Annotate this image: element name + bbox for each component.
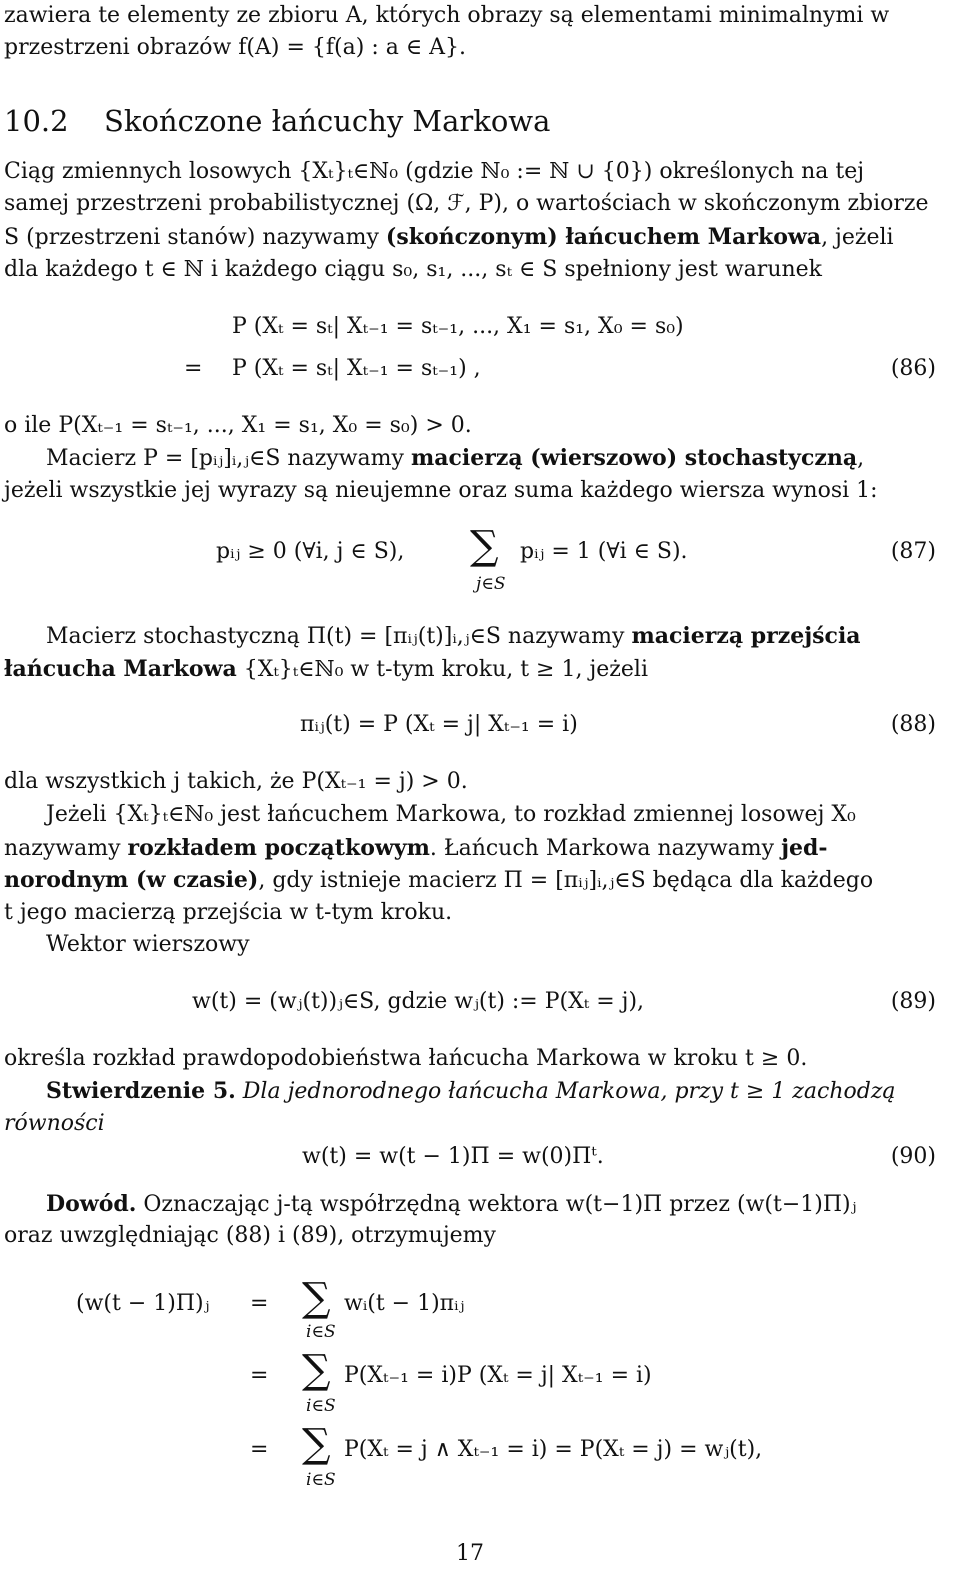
eq88-number: (88) (890, 712, 936, 737)
proof-text: Oznaczając j-tą współrzędną wektora w(t−1)Π przez (w(t−1)Π)ⱼ (136, 1192, 857, 1217)
eq86-row-2: P (Xₜ = sₜ| Xₜ₋₁ = sₜ₋₁) , (232, 356, 481, 381)
statement-line-2: równości (4, 1111, 105, 1136)
final-eq-lhs: (w(t − 1)Π)ⱼ (76, 1291, 210, 1316)
term-transition-matrix: macierzą przejścia (631, 623, 861, 649)
def-transition-line-1 (46, 622, 938, 651)
condition-line: o ile P(Xₜ₋₁ = sₜ₋₁, ..., X₁ = s₁, X₀ = s₀) > 0. (4, 413, 472, 438)
section-heading (4, 104, 550, 138)
eq87-sum-sign: ∑ (470, 523, 499, 569)
def-stochastic-line-2: jeżeli wszystkie jej wyrazy są nieujemne oraz suma każdego wiersza wynosi 1: (4, 478, 878, 503)
term-markov-chain: (skończonym) łańcuchem Markowa (385, 224, 822, 250)
intro-line-2: przestrzeni obrazów f(A) = {f(a) : a ∈ A}. (4, 35, 466, 60)
def-transition-text: Macierz stochastyczną Π(t) = [πᵢⱼ(t)]ᵢ,ⱼ∈S nazywamy (46, 624, 632, 649)
statement-label: Stwierdzenie 5. (46, 1078, 236, 1104)
statement-text: Dla jednorodnego łańcucha Markowa, przy t ≥ 1 zachodzą (235, 1079, 896, 1104)
def-transition-text-end: {Xₜ}ₜ∈ℕ₀ w t-tym kroku, t ≥ 1, jeżeli (236, 657, 648, 682)
final-eq-sum-index-2: i∈S (306, 1396, 336, 1416)
section-title: Skończone łańcuchy Markowa (104, 104, 551, 138)
term-initial-distribution: rozkładem początkowym (127, 835, 430, 861)
term-stochastic-matrix: macierzą (wierszowo) stochastyczną (410, 445, 858, 471)
def-initial-text-mid: . Łańcuch Markowa nazywamy (429, 836, 782, 861)
eq86-row-1: P (Xₜ = sₜ| Xₜ₋₁ = sₜ₋₁, ..., X₁ = s₁, X₀ = s₀) (232, 314, 684, 339)
def-initial-line-1: Jeżeli {Xₜ}ₜ∈ℕ₀ jest łańcuchem Markowa, to rozkład zmiennej losowej X₀ (46, 802, 856, 827)
final-eq-row-2: P(Xₜ₋₁ = i)P (Xₜ = j| Xₜ₋₁ = i) (344, 1363, 652, 1388)
def-chain-line-3 (4, 223, 938, 252)
eq86-number: (86) (890, 356, 936, 381)
final-eq-sum-index-3: i∈S (306, 1470, 336, 1490)
final-eq-sum-sign-3: ∑ (302, 1421, 331, 1467)
def-chain-line-2: samej przestrzeni probabilistycznej (Ω, ℱ, P), o wartościach w skończonym zbiorze (4, 191, 929, 216)
eq90-expr: w(t) = w(t − 1)Π = w(0)Πᵗ. (302, 1144, 604, 1169)
eq90-number: (90) (890, 1144, 936, 1169)
def-initial-text: nazywamy (4, 836, 128, 861)
def-chain-line-4: dla każdego t ∈ ℕ i każdego ciągu s₀, s₁, ..., sₜ ∈ S spełniony jest warunek (4, 257, 823, 282)
final-eq-rel-2: = (250, 1363, 269, 1388)
eq87-number: (87) (890, 539, 936, 564)
section-number: 10.2 (4, 104, 69, 138)
def-stochastic-comma: , (857, 446, 865, 471)
proof-line-2: oraz uwzględniając (88) i (89), otrzymujemy (4, 1223, 496, 1248)
final-eq-sum-sign-2: ∑ (302, 1347, 331, 1393)
proof-line-1 (46, 1190, 938, 1219)
eq89-number: (89) (890, 989, 936, 1014)
page-number: 17 (456, 1541, 484, 1566)
def-initial-line-4: t jego macierzą przejścia w t-tym kroku. (4, 900, 453, 925)
term-homogeneous-start: jed- (781, 835, 828, 861)
final-eq-sum-index-1: i∈S (306, 1322, 336, 1342)
final-eq-row-3: P(Xₜ = j ∧ Xₜ₋₁ = i) = P(Xₜ = j) = wⱼ(t), (344, 1437, 763, 1462)
term-homogeneous-end: norodnym (w czasie) (4, 867, 259, 893)
def-initial-line-2 (4, 834, 938, 863)
final-eq-rel-1: = (250, 1291, 269, 1316)
term-markov-chain-2: łańcucha Markowa (4, 656, 237, 682)
statement-line-1 (46, 1077, 938, 1106)
after-eq89-line: określa rozkład prawdopodobieństwa łańcucha Markowa w kroku t ≥ 0. (4, 1046, 808, 1071)
final-eq-rel-3: = (250, 1437, 269, 1462)
def-stochastic-line-1 (46, 444, 938, 473)
vector-line: Wektor wierszowy (46, 932, 250, 957)
def-transition-line-2 (4, 655, 938, 684)
def-chain-text: S (przestrzeni stanów) nazywamy (4, 225, 386, 250)
proof-label: Dowód. (46, 1191, 137, 1217)
after-eq88-line: dla wszystkich j takich, że P(Xₜ₋₁ = j) > 0. (4, 769, 468, 794)
def-initial-text-end: , gdy istnieje macierz Π = [πᵢⱼ]ᵢ,ⱼ∈S będąca dla każdego (258, 868, 874, 893)
def-chain-line-1: Ciąg zmiennych losowych {Xₜ}ₜ∈ℕ₀ (gdzie ℕ₀ := ℕ ∪ {0}) określonych na tej (4, 159, 865, 184)
intro-line-1: zawiera te elementy ze zbioru A, których obrazy są elementami minimalnymi w (4, 3, 890, 28)
eq87-sum-index: j∈S (476, 574, 506, 594)
eq87-left: pᵢⱼ ≥ 0 (∀i, j ∈ S), (216, 539, 405, 564)
def-stochastic-text: Macierz P = [pᵢⱼ]ᵢ,ⱼ∈S nazywamy (46, 446, 411, 471)
def-initial-line-3 (4, 866, 938, 895)
eq89-expr: w(t) = (wⱼ(t))ⱼ∈S, gdzie wⱼ(t) := P(Xₜ = j), (192, 989, 645, 1014)
def-chain-text-end: , jeżeli (821, 225, 894, 250)
final-eq-row-1: wᵢ(t − 1)πᵢⱼ (344, 1291, 465, 1316)
eq88-expr: πᵢⱼ(t) = P (Xₜ = j| Xₜ₋₁ = i) (300, 712, 578, 737)
eq86-relation: = (184, 356, 203, 381)
final-eq-sum-sign-1: ∑ (302, 1275, 331, 1321)
eq87-right: pᵢⱼ = 1 (∀i ∈ S). (520, 539, 688, 564)
